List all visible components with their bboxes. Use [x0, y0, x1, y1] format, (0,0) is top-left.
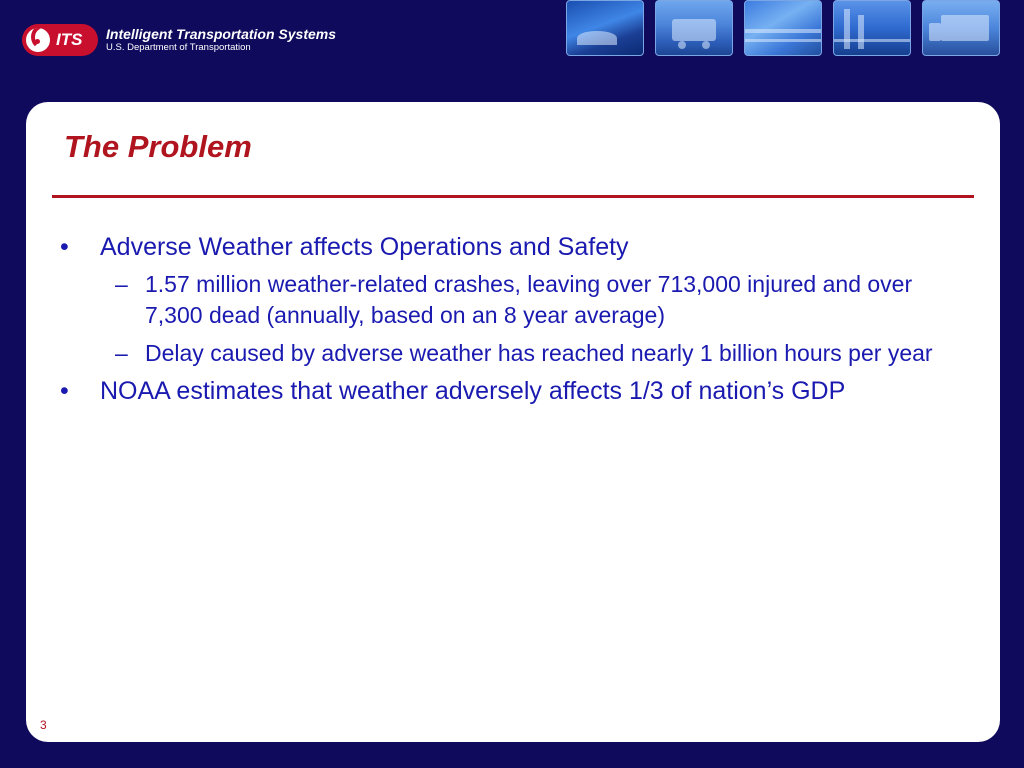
bullet-marker: • [60, 377, 69, 405]
bullet-text: NOAA estimates that weather adversely affects 1/3 of nation’s GDP [100, 377, 846, 405]
logo-text [106, 26, 336, 54]
sub-bullet-marker: – [115, 340, 128, 366]
dot-emblem-icon [26, 28, 50, 52]
logo-title: Intelligent Transportation Systems [106, 26, 337, 42]
sub-bullet-marker: – [115, 271, 128, 297]
bullet-marker: • [60, 233, 69, 261]
slide-header [0, 0, 1024, 100]
slide-title: The Problem [64, 129, 252, 164]
semi-truck-photo [922, 0, 1000, 56]
bullet-item [26, 232, 1000, 263]
city-bridge-photo [833, 0, 911, 56]
logo-subtitle: U.S. Department of Transportation [106, 42, 251, 53]
bullet-text: Adverse Weather affects Operations and Safety [100, 233, 629, 261]
highway-traffic-photo [744, 0, 822, 56]
logo-badge [22, 24, 98, 56]
sub-bullet-text: 1.57 million weather-related crashes, leaving over 713,000 injured and over 7,300 dead (annually, based on an 8 year average) [145, 271, 913, 328]
title-divider [52, 195, 974, 198]
truck-photo [655, 0, 733, 56]
page-number: 3 [40, 718, 47, 732]
sub-bullet-item [26, 338, 945, 369]
slide-content [26, 102, 1000, 742]
sub-bullet-text: Delay caused by adverse weather has reached nearly 1 billion hours per year [145, 340, 933, 366]
road-tunnel-photo [566, 0, 644, 56]
logo-abbreviation: ITS [56, 30, 83, 49]
sub-bullet-item [26, 269, 945, 331]
its-logo [22, 24, 352, 60]
bullet-item [26, 376, 1000, 407]
bullet-list [26, 232, 1000, 413]
